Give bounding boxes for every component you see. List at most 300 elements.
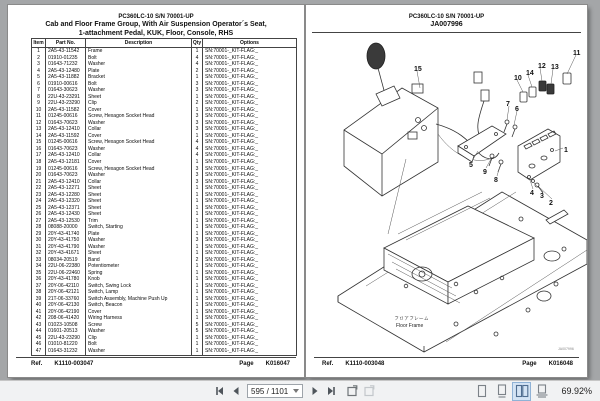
facing-pages-view-icon	[515, 384, 529, 398]
cell-item: 5	[32, 74, 46, 81]
cell-options: SN:70001-_KIT-FLAG:_	[203, 159, 297, 166]
figure-number-title: JA007996	[430, 21, 463, 28]
cell-item: 24	[32, 198, 46, 205]
next-view-icon	[363, 385, 375, 397]
cell-description: Cover	[86, 159, 192, 166]
cell-options: SN:70001-_KIT-FLAG:_	[203, 348, 297, 355]
cell-options: SN:70001-_KIT-FLAG:_	[203, 205, 297, 212]
cell-options: SN:70001-_KIT-FLAG:_	[203, 250, 297, 257]
cell-part-no: 2A5-43-11582	[46, 107, 86, 114]
next-view-button[interactable]	[361, 384, 376, 399]
cell-qty: 5	[192, 328, 203, 335]
cell-description: Bolt	[86, 81, 192, 88]
cell-part-no: 2A5-43-12410	[46, 179, 86, 186]
cell-item: 42	[32, 315, 46, 322]
cell-options: SN:70001-_KIT-FLAG:_	[203, 185, 297, 192]
cell-options: SN:70001-_KIT-FLAG:_	[203, 94, 297, 101]
cell-part-no: 22U-06-22380	[46, 263, 86, 270]
cell-qty: 3	[192, 237, 203, 244]
cell-options: SN:70001-_KIT-FLAG:_	[203, 335, 297, 342]
cell-description: Sheet	[86, 205, 192, 212]
cell-description: Washer	[86, 348, 192, 355]
cell-qty: 1	[192, 348, 203, 355]
cell-part-no: 20Y-06-42130	[46, 302, 86, 309]
cell-qty: 1	[192, 107, 203, 114]
diagram-callouts	[414, 50, 581, 207]
cell-description: Washer	[86, 146, 192, 153]
col-header-description: Description	[86, 39, 192, 48]
cell-qty: 3	[192, 120, 203, 127]
cell-options: SN:70001-_KIT-FLAG:_	[203, 270, 297, 277]
cell-item: 36	[32, 276, 46, 283]
cell-item: 7	[32, 87, 46, 94]
page-number-value: 595 / 1101	[251, 386, 289, 396]
cell-qty: 3	[192, 87, 203, 94]
left-page-title	[8, 13, 304, 38]
cell-part-no: 01643-30623	[46, 87, 86, 94]
diagram-callout-number: 10	[514, 75, 522, 82]
cell-description: Switch Assembly, Machine Push Up	[86, 296, 192, 303]
cell-qty: 4	[192, 139, 203, 146]
cell-description: Band	[86, 257, 192, 264]
cell-description: Washer	[86, 87, 192, 94]
cell-qty: 1	[192, 315, 203, 322]
cell-part-no: 208-06-41420	[46, 315, 86, 322]
previous-page-button[interactable]	[228, 384, 243, 399]
cell-options: SN:70001-_KIT-FLAG:_	[203, 244, 297, 251]
cell-empty	[86, 354, 192, 355]
ref-value: K1110-003048	[345, 361, 385, 367]
cell-part-no: 01910-00616	[46, 81, 86, 88]
cell-description: Cover	[86, 309, 192, 316]
cell-item: 27	[32, 218, 46, 225]
cell-item: 17	[32, 152, 46, 159]
cell-description: Cover	[86, 107, 192, 114]
cell-description: Switch, Swing Lock	[86, 283, 192, 290]
diagram-callout-number: 4	[530, 190, 534, 197]
last-page-button[interactable]	[323, 384, 338, 399]
cell-item: 4	[32, 68, 46, 75]
cell-qty: 3	[192, 81, 203, 88]
cell-part-no: 2A5-43-12480	[46, 68, 86, 75]
cell-item: 28	[32, 224, 46, 231]
cell-part-no: 20Y-43-41750	[46, 237, 86, 244]
cell-description: Switch, Starting	[86, 224, 192, 231]
cell-item: 29	[32, 231, 46, 238]
parts-table	[31, 38, 297, 356]
zoom-level-indicator[interactable]: 69.92%	[561, 386, 592, 396]
cell-part-no: 01910-01235	[46, 55, 86, 62]
cell-part-no: 20Y-06-42121	[46, 289, 86, 296]
page-value: K016047	[265, 361, 290, 367]
cell-description: Plate	[86, 231, 192, 238]
col-header-item: Item	[33, 40, 44, 46]
cell-item: 23	[32, 192, 46, 199]
cell-description: Wiring Harness	[86, 315, 192, 322]
cell-item: 1	[32, 48, 46, 55]
cell-item: 34	[32, 263, 46, 270]
cell-description: Switch, Beacon	[86, 302, 192, 309]
cell-part-no: 22U-43-23291	[46, 94, 86, 101]
cell-options: SN:70001-_KIT-FLAG:_	[203, 296, 297, 303]
cell-options: SN:70001-_KIT-FLAG:_	[203, 139, 297, 146]
right-title-rule	[312, 32, 581, 33]
group-title-line1: Cab and Floor Frame Group, With Air Suspension Operator´s Seat,	[45, 21, 267, 28]
cell-options: SN:70001-_KIT-FLAG:_	[203, 126, 297, 133]
cell-item: 44	[32, 328, 46, 335]
cell-part-no: 2A5-43-12430	[46, 211, 86, 218]
cell-part-no: 22U-43-23290	[46, 100, 86, 107]
diagram-callout-number: 1	[564, 147, 568, 154]
cell-options: SN:70001-_KIT-FLAG:_	[203, 120, 297, 127]
page-value: K016048	[548, 361, 573, 367]
cell-options: SN:70001-_KIT-FLAG:_	[203, 87, 297, 94]
exploded-parts-diagram	[306, 34, 587, 356]
book-view-button[interactable]	[533, 383, 550, 400]
cell-part-no: 22U-43-23290	[46, 335, 86, 342]
cell-description: Washer	[86, 172, 192, 179]
cell-description: Sheet	[86, 185, 192, 192]
first-page-button[interactable]	[212, 384, 227, 399]
cell-empty	[203, 354, 297, 355]
cell-qty: 1	[192, 224, 203, 231]
table-row	[32, 48, 297, 55]
cell-description: Plate	[86, 68, 192, 75]
cell-description: Bolt	[86, 55, 192, 62]
cell-qty: 1	[192, 335, 203, 342]
cell-options: SN:70001-_KIT-FLAG:_	[203, 172, 297, 179]
viewer-status-bar	[0, 380, 600, 401]
ref-label: Ref.	[322, 361, 334, 367]
cell-empty	[32, 354, 46, 355]
cell-options: SN:70001-_KIT-FLAG:_	[203, 107, 297, 114]
diagram-callout-number: 14	[526, 70, 534, 77]
cell-item: 35	[32, 270, 46, 277]
cell-options: SN:70001-_KIT-FLAG:_	[203, 166, 297, 173]
cell-item: 10	[32, 107, 46, 114]
page-label: Page	[239, 361, 254, 367]
cell-item: 41	[32, 309, 46, 316]
cell-options: SN:70001-_KIT-FLAG:_	[203, 276, 297, 283]
cell-item: 2	[32, 55, 46, 62]
next-page-button[interactable]	[307, 384, 322, 399]
cell-description: Collar	[86, 179, 192, 186]
cell-part-no: 01643-71232	[46, 61, 86, 68]
left-page-footer	[8, 361, 304, 367]
cell-description: Collar	[86, 152, 192, 159]
cell-item: 39	[32, 296, 46, 303]
right-page-footer	[306, 361, 587, 367]
cell-item: 12	[32, 120, 46, 127]
diagram-callout-number: 6	[515, 106, 519, 113]
cell-item: 37	[32, 283, 46, 290]
diagram-callout-number: 15	[414, 66, 422, 73]
diagram-callout-number: 5	[469, 162, 473, 169]
cell-qty: 1	[192, 302, 203, 309]
last-page-icon	[326, 386, 336, 396]
view-mode-controls	[473, 383, 592, 400]
parts-table-body	[32, 48, 297, 356]
cell-qty: 1	[192, 276, 203, 283]
model-serial-title: PC360LC-10 S/N 70001-UP	[408, 14, 485, 20]
table-filler-row	[32, 354, 297, 355]
cell-part-no: 2A5-43-11592	[46, 133, 86, 140]
cell-options: SN:70001-_KIT-FLAG:_	[203, 257, 297, 264]
cell-qty: 3	[192, 172, 203, 179]
page-label: Page	[522, 361, 537, 367]
cell-options: SN:70001-_KIT-FLAG:_	[203, 55, 297, 62]
previous-page-icon	[231, 386, 241, 396]
cell-options: SN:70001-_KIT-FLAG:_	[203, 263, 297, 270]
cell-options: SN:70001-_KIT-FLAG:_	[203, 315, 297, 322]
cell-options: SN:70001-_KIT-FLAG:_	[203, 68, 297, 75]
diagram-callout-number: 7	[506, 101, 510, 108]
single-page-view-button[interactable]	[473, 383, 490, 400]
cell-part-no: 20Y-43-41790	[46, 244, 86, 251]
cell-part-no: 20Y-06-42190	[46, 309, 86, 316]
cell-description: Potentiometer	[86, 263, 192, 270]
col-header-partno: Part No.	[46, 39, 86, 48]
page-navigation	[212, 384, 338, 399]
cell-qty: 1	[192, 341, 203, 348]
cell-options: SN:70001-_KIT-FLAG:_	[203, 322, 297, 329]
cell-options: SN:70001-_KIT-FLAG:_	[203, 211, 297, 218]
cell-qty: 3	[192, 166, 203, 173]
cell-part-no: 2A5-43-12280	[46, 192, 86, 199]
cell-part-no: 01245-00616	[46, 166, 86, 173]
cell-options: SN:70001-_KIT-FLAG:_	[203, 61, 297, 68]
cell-options: SN:70001-_KIT-FLAG:_	[203, 309, 297, 316]
cell-item: 8	[32, 94, 46, 101]
cell-qty: 1	[192, 133, 203, 140]
cell-options: SN:70001-_KIT-FLAG:_	[203, 302, 297, 309]
cell-qty: 1	[192, 198, 203, 205]
cell-options: SN:70001-_KIT-FLAG:_	[203, 81, 297, 88]
cell-part-no: 01010-81220	[46, 341, 86, 348]
diagram-callout-number: 3	[540, 193, 544, 200]
table-header-row	[32, 39, 297, 48]
cell-item: 25	[32, 205, 46, 212]
right-page-title	[306, 13, 587, 30]
view-history	[344, 384, 376, 399]
cell-empty	[192, 354, 203, 355]
cell-options: SN:70001-_KIT-FLAG:_	[203, 74, 297, 81]
cell-description: Washer	[86, 61, 192, 68]
cell-qty: 1	[192, 218, 203, 225]
cell-part-no: 2A5-43-12271	[46, 185, 86, 192]
cell-description: Screw, Hexagon Socket Head	[86, 139, 192, 146]
cell-part-no: 08034-20519	[46, 257, 86, 264]
floor-frame-label-en: Floor Frame	[396, 323, 424, 329]
book-view-icon	[535, 384, 549, 398]
cell-options: SN:70001-_KIT-FLAG:_	[203, 146, 297, 153]
diagram-slotted-plate	[518, 129, 560, 193]
cell-part-no: 01643-31232	[46, 348, 86, 355]
cell-part-no: 20Y-43-41740	[46, 231, 86, 238]
cell-qty: 3	[192, 126, 203, 133]
cell-qty: 1	[192, 296, 203, 303]
cell-item: 47	[32, 348, 46, 355]
cell-description: Bracket	[86, 74, 192, 81]
cell-description: Spring	[86, 270, 192, 277]
cell-description: Clip	[86, 100, 192, 107]
cell-part-no: 2A5-43-12320	[46, 198, 86, 205]
cell-qty: 1	[192, 94, 203, 101]
cell-qty: 1	[192, 231, 203, 238]
cell-qty: 1	[192, 159, 203, 166]
left-footer-rule	[16, 357, 296, 358]
cell-part-no: 20Y-43-41671	[46, 250, 86, 257]
continuous-view-icon	[496, 384, 508, 398]
cell-qty: 1	[192, 74, 203, 81]
cell-options: SN:70001-_KIT-FLAG:_	[203, 48, 297, 55]
diagram-callout-number: 2	[549, 200, 553, 207]
cell-qty: 1	[192, 192, 203, 199]
cell-options: SN:70001-_KIT-FLAG:_	[203, 231, 297, 238]
cell-item: 11	[32, 113, 46, 120]
cell-item: 40	[32, 302, 46, 309]
cell-item: 14	[32, 133, 46, 140]
cell-part-no: 01023-10508	[46, 322, 86, 329]
cell-part-no: 22U-06-22460	[46, 270, 86, 277]
cell-item: 32	[32, 250, 46, 257]
previous-view-icon	[346, 385, 358, 397]
cell-part-no: 01643-70623	[46, 172, 86, 179]
cell-part-no: 21T-06-33760	[46, 296, 86, 303]
diagram-callout-number: 9	[483, 169, 487, 176]
single-page-view-icon	[476, 384, 488, 398]
cell-item: 21	[32, 179, 46, 186]
cell-item: 30	[32, 237, 46, 244]
cell-item: 15	[32, 139, 46, 146]
cell-qty: 1	[192, 283, 203, 290]
drawing-id-text: JA007996	[558, 347, 574, 351]
model-serial-title: PC360LC-10 S/N 70001-UP	[118, 14, 194, 20]
cell-qty: 2	[192, 68, 203, 75]
cell-qty: 3	[192, 113, 203, 120]
cell-part-no: 2A5-43-11542	[46, 48, 86, 55]
diagram-callout-number: 13	[551, 64, 559, 71]
diagram-seat-mount	[384, 192, 534, 304]
cell-part-no: 01643-70623	[46, 146, 86, 153]
ref-label: Ref.	[31, 361, 43, 367]
col-header-options: Options	[203, 39, 297, 48]
cell-qty: 3	[192, 179, 203, 186]
cell-description: Trim	[86, 218, 192, 225]
cell-options: SN:70001-_KIT-FLAG:_	[203, 237, 297, 244]
cell-part-no: 2A5-43-12371	[46, 205, 86, 212]
diagram-switch-blocks	[520, 73, 571, 102]
cell-qty: 1	[192, 205, 203, 212]
cell-part-no: 20Y-43-41780	[46, 276, 86, 283]
cell-description: Knob	[86, 276, 192, 283]
cell-description: Screw, Hexagon Socket Head	[86, 166, 192, 173]
facing-pages-view-button[interactable]	[513, 383, 530, 400]
cell-options: SN:70001-_KIT-FLAG:_	[203, 328, 297, 335]
cell-description: Screw, Hexagon Socket Head	[86, 113, 192, 120]
cell-item: 45	[32, 335, 46, 342]
cell-description: Cover	[86, 133, 192, 140]
cell-part-no: 01245-00616	[46, 113, 86, 120]
cell-item: 16	[32, 146, 46, 153]
cell-description: Switch, Lamp	[86, 289, 192, 296]
cell-description: Sheet	[86, 192, 192, 199]
cell-options: SN:70001-_KIT-FLAG:_	[203, 224, 297, 231]
cell-part-no: 2A5-43-12181	[46, 159, 86, 166]
cell-qty: 4	[192, 146, 203, 153]
cell-description: Washer	[86, 120, 192, 127]
cell-options: SN:70001-_KIT-FLAG:_	[203, 218, 297, 225]
cell-qty: 1	[192, 263, 203, 270]
cell-description: Sheet	[86, 211, 192, 218]
cell-item: 38	[32, 289, 46, 296]
cell-empty	[46, 354, 86, 355]
previous-view-button[interactable]	[344, 384, 359, 399]
col-header-qty: Qty	[192, 40, 202, 46]
ref-value: K1110-003047	[54, 361, 94, 367]
cell-description: Collar	[86, 126, 192, 133]
cell-options: SN:70001-_KIT-FLAG:_	[203, 113, 297, 120]
diagram-bracket	[458, 120, 517, 172]
chevron-down-icon	[293, 389, 299, 393]
cell-qty: 1	[192, 250, 203, 257]
cell-item: 22	[32, 185, 46, 192]
cell-item: 6	[32, 81, 46, 88]
floor-frame-label-jp: フロアフレーム	[394, 316, 429, 322]
cell-item: 46	[32, 341, 46, 348]
cell-qty: 1	[192, 270, 203, 277]
continuous-view-button[interactable]	[493, 383, 510, 400]
cell-description: Washer	[86, 237, 192, 244]
next-page-icon	[310, 386, 320, 396]
cell-description: Frame	[86, 48, 192, 55]
cell-part-no: 01601-20513	[46, 328, 86, 335]
cell-item: 9	[32, 100, 46, 107]
diagram-callout-number: 8	[494, 177, 498, 184]
page-number-input[interactable]	[247, 384, 303, 398]
cell-options: SN:70001-_KIT-FLAG:_	[203, 100, 297, 107]
page-left	[8, 5, 304, 377]
cell-item: 43	[32, 322, 46, 329]
cell-qty: 1	[192, 185, 203, 192]
cell-part-no: 2A5-43-12410	[46, 152, 86, 159]
group-title-line2: 1-attachment Pedal, KUK, Floor, Console, RHS	[78, 29, 234, 37]
cell-item: 31	[32, 244, 46, 251]
cell-options: SN:70001-_KIT-FLAG:_	[203, 289, 297, 296]
cell-item: 19	[32, 166, 46, 173]
cell-description: Washer	[86, 328, 192, 335]
diagram-callout-number: 12	[538, 63, 546, 70]
cell-description: Sheet	[86, 198, 192, 205]
cell-qty: 2	[192, 257, 203, 264]
cell-part-no: 2A5-43-12410	[46, 126, 86, 133]
cell-qty: 4	[192, 152, 203, 159]
cell-qty: 2	[192, 100, 203, 107]
cell-qty: 5	[192, 322, 203, 329]
first-page-icon	[215, 386, 225, 396]
cell-part-no: 01643-70623	[46, 120, 86, 127]
cell-qty: 4	[192, 55, 203, 62]
cell-options: SN:70001-_KIT-FLAG:_	[203, 283, 297, 290]
cell-options: SN:70001-_KIT-FLAG:_	[203, 152, 297, 159]
cell-description: Clip	[86, 335, 192, 342]
right-footer-rule	[314, 357, 579, 358]
cell-item: 13	[32, 126, 46, 133]
cell-part-no: 2A5-43-11882	[46, 74, 86, 81]
cell-description: Bolt	[86, 341, 192, 348]
cell-part-no: 01245-00616	[46, 139, 86, 146]
cell-options: SN:70001-_KIT-FLAG:_	[203, 179, 297, 186]
